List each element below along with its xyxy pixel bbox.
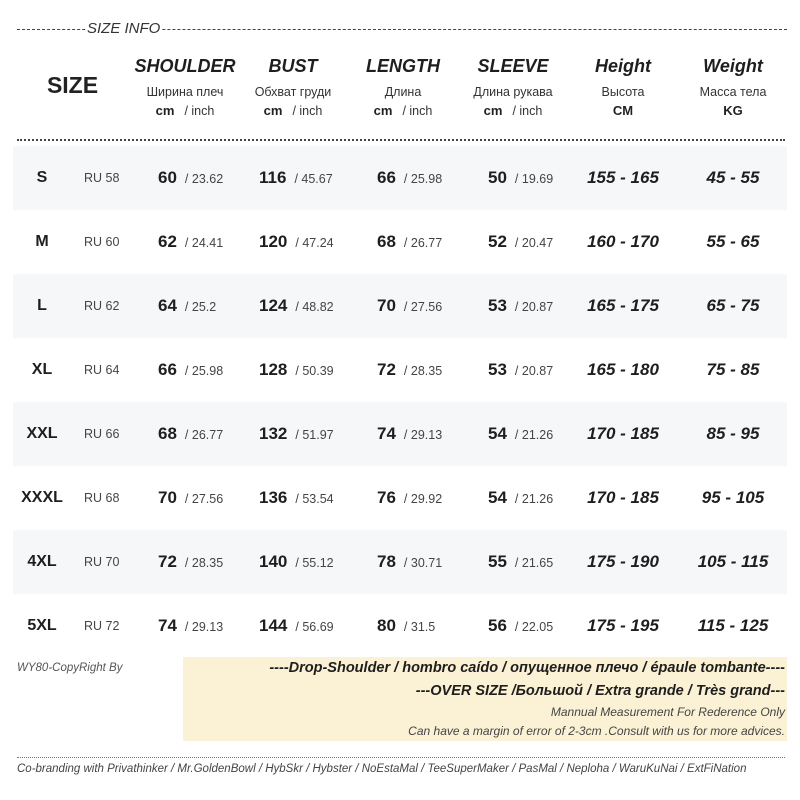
table-row — [13, 146, 787, 210]
ru-size: RU 72 — [84, 619, 120, 633]
header-divider — [17, 139, 785, 141]
cobranding-text: Co-branding with Privathinker / Mr.GoldenBowl / HybSkr / Hybster / NoEstaMal / TeeSuperMaker / PasMal / Neploha / WaruKuNai / ExtFiNation — [17, 763, 747, 775]
unit-cm: CM — [612, 103, 634, 118]
size-label: L — [37, 297, 47, 314]
size-table — [13, 146, 787, 658]
column-title: Weight — [703, 56, 763, 76]
bust-column-header — [240, 54, 346, 119]
sleeve-column-header — [460, 54, 566, 119]
length-value: 70 / 27.56 — [377, 296, 443, 315]
unit-cm: cm — [263, 103, 283, 118]
weight-value: 65 - 75 — [706, 296, 760, 315]
table-row — [13, 210, 787, 274]
copyright-text: WY80-CopyRight By — [17, 662, 123, 674]
ru-size: RU 58 — [84, 171, 120, 185]
height-column-header — [573, 54, 673, 119]
bust-value: 124 / 48.82 — [259, 296, 334, 315]
weight-value: 85 - 95 — [706, 424, 760, 443]
height-value: 175 - 190 — [587, 552, 659, 571]
bust-value: 140 / 55.12 — [259, 552, 334, 571]
measurement-note: Mannual Measurement For Rederence Only — [550, 705, 785, 719]
unit-cm: cm — [155, 103, 175, 118]
length-value: 68 / 26.77 — [377, 232, 443, 251]
height-value: 170 - 185 — [587, 488, 659, 507]
unit-kg: KG — [723, 103, 743, 118]
sleeve-value: 52 / 20.47 — [488, 232, 554, 251]
table-row — [13, 274, 787, 338]
unit-inch: / inch — [184, 104, 215, 118]
size-label: M — [35, 233, 49, 250]
bust-value: 144 / 56.69 — [259, 616, 334, 635]
length-value: 76 / 29.92 — [377, 488, 443, 507]
height-value: 175 - 195 — [587, 616, 659, 635]
weight-value: 75 - 85 — [706, 360, 760, 379]
size-label: S — [36, 169, 48, 186]
ru-size: RU 70 — [84, 555, 120, 569]
length-value: 72 / 28.35 — [377, 360, 443, 379]
length-value: 66 / 25.98 — [377, 168, 443, 187]
size-label: 5XL — [27, 617, 57, 634]
margin-note: Can have a margin of error of 2-3cm .Consult with us for more advices. — [408, 724, 785, 738]
sleeve-value: 54 / 21.26 — [488, 424, 554, 443]
bust-value: 116 / 45.67 — [259, 168, 333, 187]
notes-box — [183, 657, 787, 741]
sleeve-value: 50 / 19.69 — [488, 168, 554, 187]
table-row — [13, 402, 787, 466]
column-subtitle: Длина — [384, 85, 422, 99]
height-value: 160 - 170 — [587, 232, 659, 251]
bust-value: 120 / 47.24 — [259, 232, 334, 251]
shoulder-value: 70 / 27.56 — [158, 488, 224, 507]
drop-shoulder-note: ----Drop-Shoulder / hombro caído / опущенное плечо / épaule tombante---- — [269, 660, 785, 676]
column-subtitle: Длина рукава — [473, 85, 553, 99]
size-label: XXL — [26, 425, 58, 442]
column-title: LENGTH — [366, 56, 440, 76]
length-column-header — [350, 54, 456, 119]
weight-value: 45 - 55 — [706, 168, 760, 187]
length-value: 80 / 31.5 — [377, 616, 436, 635]
sleeve-value: 53 / 20.87 — [488, 360, 554, 379]
unit-cm: cm — [373, 103, 393, 118]
ru-size: RU 60 — [84, 235, 120, 249]
footer-divider — [17, 757, 785, 758]
column-title: BUST — [268, 56, 318, 76]
column-title: SLEEVE — [477, 56, 549, 76]
shoulder-value: 60 / 23.62 — [158, 168, 224, 187]
column-subtitle: Обхват груди — [254, 85, 332, 99]
sleeve-value: 55 / 21.65 — [488, 552, 554, 571]
table-row — [13, 466, 787, 530]
unit-inch: / inch — [512, 104, 543, 118]
height-value: 155 - 165 — [587, 168, 659, 187]
shoulder-value: 62 / 24.41 — [158, 232, 224, 251]
oversize-note: ---OVER SIZE /Большой / Extra grande / Très grand--- — [415, 683, 785, 699]
table-row — [13, 594, 787, 658]
column-title: SHOULDER — [134, 56, 236, 76]
shoulder-value: 74 / 29.13 — [158, 616, 224, 635]
height-value: 165 - 175 — [587, 296, 659, 315]
size-label: 4XL — [27, 553, 57, 570]
ru-size: RU 64 — [84, 363, 120, 377]
weight-value: 95 - 105 — [701, 488, 765, 507]
sleeve-value: 54 / 21.26 — [488, 488, 554, 507]
weight-column-header — [683, 54, 783, 119]
column-subtitle: Высота — [601, 85, 645, 99]
height-value: 165 - 180 — [587, 360, 659, 379]
size-column-header: SIZE — [46, 72, 99, 98]
length-value: 74 / 29.13 — [377, 424, 443, 443]
shoulder-value: 72 / 28.35 — [158, 552, 224, 571]
unit-cm: cm — [483, 103, 503, 118]
shoulder-column-header — [130, 54, 240, 119]
bust-value: 132 / 51.97 — [259, 424, 334, 443]
shoulder-value: 64 / 25.2 — [158, 296, 217, 315]
ru-size: RU 66 — [84, 427, 120, 441]
size-label: XL — [31, 361, 53, 378]
sleeve-value: 53 / 20.87 — [488, 296, 554, 315]
weight-value: 105 - 115 — [697, 552, 769, 571]
page-title: SIZE INFO — [87, 20, 161, 37]
size-label: XXXL — [21, 489, 63, 506]
shoulder-value: 68 / 26.77 — [158, 424, 224, 443]
ru-size: RU 62 — [84, 299, 120, 313]
length-value: 78 / 30.71 — [377, 552, 443, 571]
unit-inch: / inch — [402, 104, 433, 118]
unit-inch: / inch — [292, 104, 323, 118]
table-row — [13, 530, 787, 594]
shoulder-value: 66 / 25.98 — [158, 360, 224, 379]
weight-value: 55 - 65 — [706, 232, 760, 251]
bust-value: 136 / 53.54 — [259, 488, 334, 507]
height-value: 170 - 185 — [587, 424, 659, 443]
table-row — [13, 338, 787, 402]
column-subtitle: Ширина плеч — [146, 85, 224, 99]
column-subtitle: Масса тела — [699, 85, 767, 99]
bust-value: 128 / 50.39 — [259, 360, 334, 379]
ru-size: RU 68 — [84, 491, 120, 505]
weight-value: 115 - 125 — [697, 616, 769, 635]
sleeve-value: 56 / 22.05 — [488, 616, 554, 635]
column-title: Height — [595, 56, 651, 76]
